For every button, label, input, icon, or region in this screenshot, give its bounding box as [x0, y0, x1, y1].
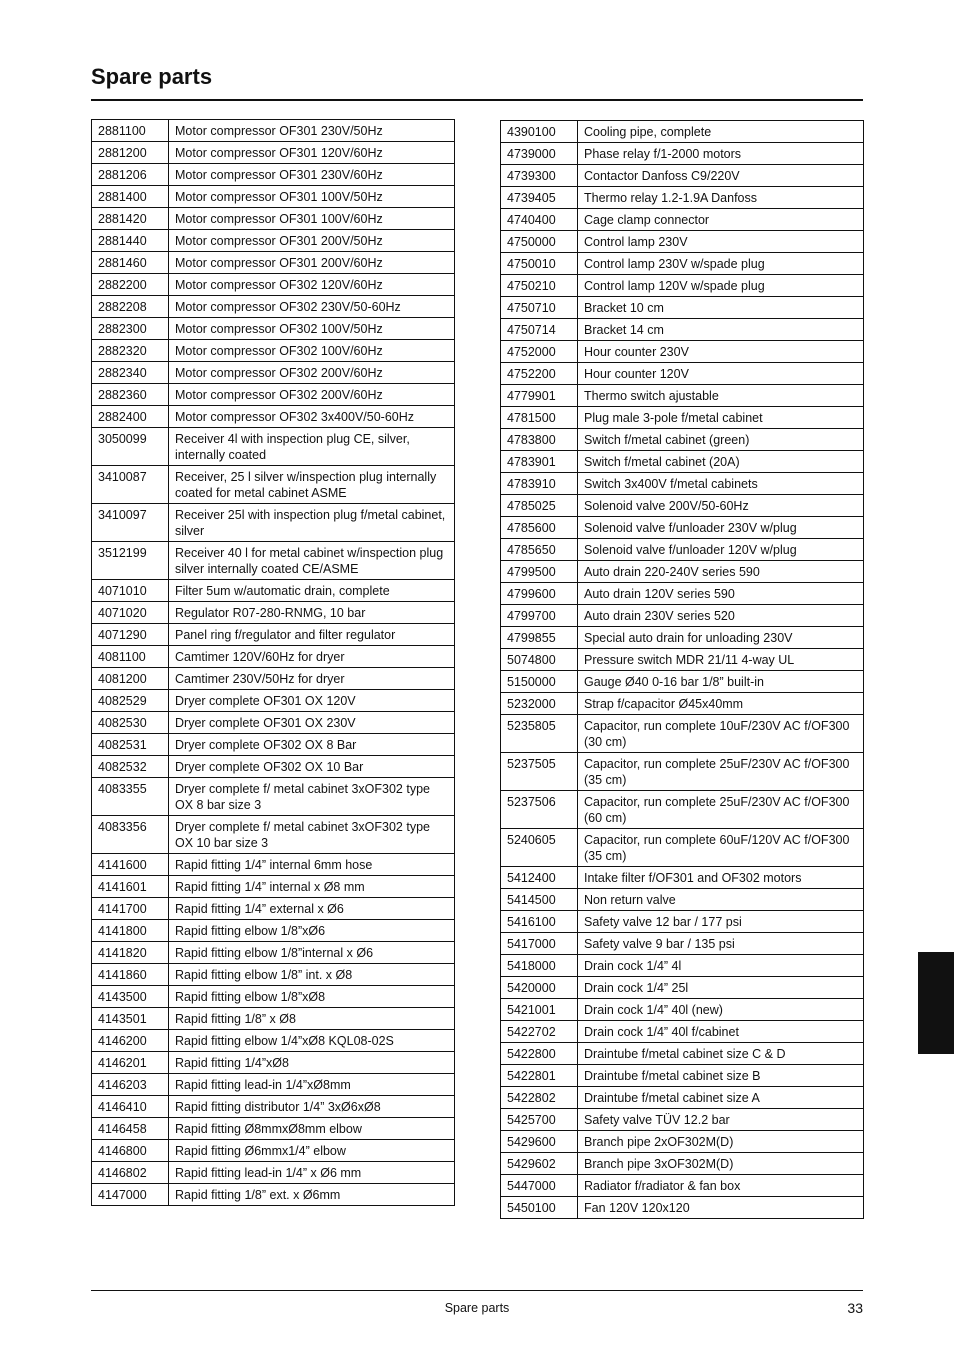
part-description: Branch pipe 3xOF302M(D): [578, 1153, 864, 1175]
part-number: 4781500: [501, 407, 578, 429]
part-description: Auto drain 230V series 520: [578, 605, 864, 627]
part-number: 4082529: [92, 690, 169, 712]
part-number: 4799700: [501, 605, 578, 627]
table-row: [501, 253, 864, 275]
part-description: Drain cock 1/4” 4l: [578, 955, 864, 977]
part-number: 4141700: [92, 898, 169, 920]
part-description: Motor compressor OF301 230V/50Hz: [169, 120, 455, 142]
table-row: [92, 580, 455, 602]
part-number: 2882300: [92, 318, 169, 340]
table-row: [92, 898, 455, 920]
part-number: 5429602: [501, 1153, 578, 1175]
table-row: [501, 429, 864, 451]
table-row: [92, 1052, 455, 1074]
part-number: 4141820: [92, 942, 169, 964]
part-number: 5421001: [501, 999, 578, 1021]
part-description: Motor compressor OF302 200V/60Hz: [169, 362, 455, 384]
table-row: [92, 854, 455, 876]
part-number: 4739000: [501, 143, 578, 165]
part-description: Pressure switch MDR 21/11 4-way UL: [578, 649, 864, 671]
part-description: Rapid fitting Ø6mmx1/4” elbow: [169, 1140, 455, 1162]
table-row: [501, 539, 864, 561]
part-number: 4390100: [501, 121, 578, 143]
part-description: Rapid fitting lead-in 1/4”xØ8mm: [169, 1074, 455, 1096]
footer-divider: [91, 1290, 863, 1291]
part-description: Drain cock 1/4” 40l f/cabinet: [578, 1021, 864, 1043]
part-description: Switch f/metal cabinet (20A): [578, 451, 864, 473]
part-number: 4783910: [501, 473, 578, 495]
table-row: [92, 296, 455, 318]
part-number: 3410087: [92, 466, 169, 504]
table-row: [501, 583, 864, 605]
part-number: 4143500: [92, 986, 169, 1008]
section-tab-marker: [918, 952, 954, 1054]
parts-table-left-body: [92, 120, 455, 1206]
part-description: Motor compressor OF301 100V/50Hz: [169, 186, 455, 208]
part-description: Safety valve 12 bar / 177 psi: [578, 911, 864, 933]
part-description: Drain cock 1/4” 25l: [578, 977, 864, 999]
part-number: 4141800: [92, 920, 169, 942]
part-number: 4785600: [501, 517, 578, 539]
part-description: Draintube f/metal cabinet size A: [578, 1087, 864, 1109]
table-row: [501, 1197, 864, 1219]
table-row: [501, 1065, 864, 1087]
part-description: Rapid fitting lead-in 1/4” x Ø6 mm: [169, 1162, 455, 1184]
part-description: Motor compressor OF301 120V/60Hz: [169, 142, 455, 164]
table-row: [501, 495, 864, 517]
part-number: 4071290: [92, 624, 169, 646]
part-description: Motor compressor OF302 100V/50Hz: [169, 318, 455, 340]
part-description: Motor compressor OF301 200V/60Hz: [169, 252, 455, 274]
part-number: 2881440: [92, 230, 169, 252]
part-description: Motor compressor OF302 100V/60Hz: [169, 340, 455, 362]
part-description: Capacitor, run complete 10uF/230V AC f/OF300 (30 cm): [578, 715, 864, 753]
part-description: Motor compressor OF301 100V/60Hz: [169, 208, 455, 230]
part-number: 4083356: [92, 816, 169, 854]
table-row: [501, 451, 864, 473]
part-description: Cage clamp connector: [578, 209, 864, 231]
part-number: 4783901: [501, 451, 578, 473]
table-row: [92, 362, 455, 384]
part-description: Dryer complete f/ metal cabinet 3xOF302 type OX 10 bar size 3: [169, 816, 455, 854]
part-description: Rapid fitting 1/8” x Ø8: [169, 1008, 455, 1030]
part-number: 5422801: [501, 1065, 578, 1087]
part-number: 5422802: [501, 1087, 578, 1109]
table-row: [501, 231, 864, 253]
table-row: [501, 889, 864, 911]
table-row: [501, 341, 864, 363]
part-description: Control lamp 230V: [578, 231, 864, 253]
part-description: Rapid fitting 1/4” internal 6mm hose: [169, 854, 455, 876]
table-row: [92, 778, 455, 816]
part-number: 5074800: [501, 649, 578, 671]
part-number: 4785650: [501, 539, 578, 561]
part-number: 4146201: [92, 1052, 169, 1074]
part-number: 5235805: [501, 715, 578, 753]
part-number: 4071010: [92, 580, 169, 602]
part-number: 2881200: [92, 142, 169, 164]
part-description: Auto drain 220-240V series 590: [578, 561, 864, 583]
parts-table-left: [91, 119, 455, 1206]
table-row: [501, 829, 864, 867]
part-description: Receiver 40 l for metal cabinet w/inspection plug silver internally coated CE/ASME: [169, 542, 455, 580]
table-row: [501, 791, 864, 829]
part-description: Rapid fitting 1/8” ext. x Ø6mm: [169, 1184, 455, 1206]
part-number: 5412400: [501, 867, 578, 889]
table-row: [92, 712, 455, 734]
table-row: [92, 542, 455, 580]
table-row: [501, 561, 864, 583]
table-row: [92, 1008, 455, 1030]
part-number: 4752200: [501, 363, 578, 385]
part-number: 5425700: [501, 1109, 578, 1131]
part-description: Rapid fitting 1/4”xØ8: [169, 1052, 455, 1074]
table-row: [92, 986, 455, 1008]
title-divider: [91, 99, 863, 101]
part-number: 4146203: [92, 1074, 169, 1096]
table-row: [501, 209, 864, 231]
part-description: Hour counter 120V: [578, 363, 864, 385]
table-row: [501, 143, 864, 165]
table-row: [501, 363, 864, 385]
part-number: 5237505: [501, 753, 578, 791]
table-row: [92, 942, 455, 964]
table-row: [501, 1021, 864, 1043]
part-number: 4141860: [92, 964, 169, 986]
part-number: 4750210: [501, 275, 578, 297]
part-number: 4146800: [92, 1140, 169, 1162]
part-number: 4071020: [92, 602, 169, 624]
part-description: Rapid fitting 1/4” external x Ø6: [169, 898, 455, 920]
table-row: [92, 428, 455, 466]
table-row: [92, 602, 455, 624]
part-number: 5422702: [501, 1021, 578, 1043]
part-description: Bracket 10 cm: [578, 297, 864, 319]
part-number: 5429600: [501, 1131, 578, 1153]
part-description: Solenoid valve f/unloader 120V w/plug: [578, 539, 864, 561]
table-row: [92, 876, 455, 898]
table-row: [92, 734, 455, 756]
table-row: [92, 340, 455, 362]
part-description: Dryer complete OF302 OX 8 Bar: [169, 734, 455, 756]
table-row: [92, 1140, 455, 1162]
part-description: Motor compressor OF302 120V/60Hz: [169, 274, 455, 296]
part-number: 4147000: [92, 1184, 169, 1206]
table-row: [501, 407, 864, 429]
part-number: 4146458: [92, 1118, 169, 1140]
part-number: 5414500: [501, 889, 578, 911]
part-number: 2882200: [92, 274, 169, 296]
part-description: Safety valve 9 bar / 135 psi: [578, 933, 864, 955]
table-row: [92, 646, 455, 668]
part-description: Safety valve TÜV 12.2 bar: [578, 1109, 864, 1131]
part-description: Dryer complete f/ metal cabinet 3xOF302 type OX 8 bar size 3: [169, 778, 455, 816]
table-row: [92, 690, 455, 712]
part-description: Cooling pipe, complete: [578, 121, 864, 143]
part-number: 5450100: [501, 1197, 578, 1219]
table-row: [501, 121, 864, 143]
part-number: 2881100: [92, 120, 169, 142]
page-title: Spare parts: [91, 64, 213, 89]
table-row: [501, 1175, 864, 1197]
table-row: [501, 297, 864, 319]
part-description: Phase relay f/1-2000 motors: [578, 143, 864, 165]
table-row: [92, 406, 455, 428]
table-row: [501, 385, 864, 407]
table-row: [92, 208, 455, 230]
part-description: Plug male 3-pole f/metal cabinet: [578, 407, 864, 429]
table-row: [501, 671, 864, 693]
table-row: [501, 867, 864, 889]
table-row: [501, 605, 864, 627]
part-number: 5422800: [501, 1043, 578, 1065]
part-description: Hour counter 230V: [578, 341, 864, 363]
part-number: 3512199: [92, 542, 169, 580]
footer-label: Spare parts: [444, 1301, 510, 1315]
part-description: Rapid fitting 1/4” internal x Ø8 mm: [169, 876, 455, 898]
part-description: Regulator R07-280-RNMG, 10 bar: [169, 602, 455, 624]
part-description: Motor compressor OF301 200V/50Hz: [169, 230, 455, 252]
part-description: Rapid fitting Ø8mmxØ8mm elbow: [169, 1118, 455, 1140]
part-description: Capacitor, run complete 25uF/230V AC f/OF300 (35 cm): [578, 753, 864, 791]
part-description: Motor compressor OF302 200V/60Hz: [169, 384, 455, 406]
table-row: [92, 668, 455, 690]
table-row: [92, 1074, 455, 1096]
part-number: 5240605: [501, 829, 578, 867]
part-number: 2881420: [92, 208, 169, 230]
table-row: [92, 756, 455, 778]
part-number: 2882320: [92, 340, 169, 362]
table-row: [92, 624, 455, 646]
table-row: [92, 1184, 455, 1206]
table-row: [92, 1030, 455, 1052]
part-number: 5416100: [501, 911, 578, 933]
part-description: Camtimer 120V/60Hz for dryer: [169, 646, 455, 668]
part-number: 4750714: [501, 319, 578, 341]
table-row: [92, 920, 455, 942]
part-number: 4082530: [92, 712, 169, 734]
part-number: 5150000: [501, 671, 578, 693]
part-description: Rapid fitting distributor 1/4” 3xØ6xØ8: [169, 1096, 455, 1118]
part-number: 4146802: [92, 1162, 169, 1184]
part-number: 3410097: [92, 504, 169, 542]
table-row: [501, 473, 864, 495]
part-description: Draintube f/metal cabinet size C & D: [578, 1043, 864, 1065]
part-description: Auto drain 120V series 590: [578, 583, 864, 605]
part-number: 4740400: [501, 209, 578, 231]
part-description: Thermo relay 1.2-1.9A Danfoss: [578, 187, 864, 209]
part-number: 2881460: [92, 252, 169, 274]
part-description: Gauge Ø40 0-16 bar 1/8” built-in: [578, 671, 864, 693]
part-number: 5237506: [501, 791, 578, 829]
table-row: [92, 164, 455, 186]
part-description: Non return valve: [578, 889, 864, 911]
part-number: 2882340: [92, 362, 169, 384]
table-row: [501, 977, 864, 999]
part-number: 2882400: [92, 406, 169, 428]
part-description: Receiver 4l with inspection plug CE, silver, internally coated: [169, 428, 455, 466]
part-description: Rapid fitting elbow 1/8” int. x Ø8: [169, 964, 455, 986]
table-row: [501, 1153, 864, 1175]
part-number: 4750710: [501, 297, 578, 319]
part-number: 4082531: [92, 734, 169, 756]
part-description: Capacitor, run complete 60uF/120V AC f/OF300 (35 cm): [578, 829, 864, 867]
table-row: [92, 318, 455, 340]
table-row: [92, 120, 455, 142]
part-number: 4799500: [501, 561, 578, 583]
part-description: Intake filter f/OF301 and OF302 motors: [578, 867, 864, 889]
part-description: Switch 3x400V f/metal cabinets: [578, 473, 864, 495]
table-row: [501, 649, 864, 671]
part-description: Receiver 25l with inspection plug f/metal cabinet, silver: [169, 504, 455, 542]
part-description: Thermo switch ajustable: [578, 385, 864, 407]
table-row: [92, 274, 455, 296]
part-number: 4141600: [92, 854, 169, 876]
part-description: Contactor Danfoss C9/220V: [578, 165, 864, 187]
part-number: 5447000: [501, 1175, 578, 1197]
table-row: [501, 1043, 864, 1065]
table-row: [92, 466, 455, 504]
table-row: [501, 715, 864, 753]
part-number: 4799600: [501, 583, 578, 605]
part-description: Bracket 14 cm: [578, 319, 864, 341]
part-description: Rapid fitting elbow 1/8”xØ6: [169, 920, 455, 942]
table-row: [501, 693, 864, 715]
part-number: 3050099: [92, 428, 169, 466]
part-description: Receiver, 25 l silver w/inspection plug internally coated for metal cabinet ASME: [169, 466, 455, 504]
part-number: 4143501: [92, 1008, 169, 1030]
table-row: [501, 275, 864, 297]
part-number: 4739300: [501, 165, 578, 187]
part-description: Switch f/metal cabinet (green): [578, 429, 864, 451]
part-description: Motor compressor OF302 3x400V/50-60Hz: [169, 406, 455, 428]
table-row: [501, 187, 864, 209]
table-row: [501, 753, 864, 791]
page-number: 33: [847, 1300, 863, 1316]
part-number: 4141601: [92, 876, 169, 898]
table-row: [92, 1118, 455, 1140]
part-description: Strap f/capacitor Ø45x40mm: [578, 693, 864, 715]
part-description: Rapid fitting elbow 1/8”xØ8: [169, 986, 455, 1008]
table-row: [501, 955, 864, 977]
table-row: [92, 1096, 455, 1118]
part-number: 2881400: [92, 186, 169, 208]
part-description: Dryer complete OF302 OX 10 Bar: [169, 756, 455, 778]
part-number: 5417000: [501, 933, 578, 955]
part-number: 4750000: [501, 231, 578, 253]
table-row: [92, 252, 455, 274]
table-row: [92, 1162, 455, 1184]
part-description: Motor compressor OF301 230V/60Hz: [169, 164, 455, 186]
part-description: Filter 5um w/automatic drain, complete: [169, 580, 455, 602]
part-description: Camtimer 230V/50Hz for dryer: [169, 668, 455, 690]
part-number: 4779901: [501, 385, 578, 407]
part-description: Solenoid valve f/unloader 230V w/plug: [578, 517, 864, 539]
table-row: [501, 1087, 864, 1109]
table-row: [501, 911, 864, 933]
table-row: [501, 627, 864, 649]
parts-table-right: [500, 120, 864, 1219]
part-description: Capacitor, run complete 25uF/230V AC f/OF300 (60 cm): [578, 791, 864, 829]
table-row: [92, 230, 455, 252]
table-row: [501, 517, 864, 539]
table-row: [92, 186, 455, 208]
part-number: 4081200: [92, 668, 169, 690]
part-description: Solenoid valve 200V/50-60Hz: [578, 495, 864, 517]
part-number: 2881206: [92, 164, 169, 186]
part-number: 4783800: [501, 429, 578, 451]
part-number: 4739405: [501, 187, 578, 209]
part-number: 4081100: [92, 646, 169, 668]
part-number: 5232000: [501, 693, 578, 715]
table-row: [92, 142, 455, 164]
parts-table-right-body: [501, 121, 864, 1219]
table-row: [501, 933, 864, 955]
part-number: 4752000: [501, 341, 578, 363]
part-number: 2882360: [92, 384, 169, 406]
part-number: 5418000: [501, 955, 578, 977]
table-row: [501, 319, 864, 341]
table-row: [501, 1131, 864, 1153]
part-number: 4750010: [501, 253, 578, 275]
table-row: [501, 165, 864, 187]
part-number: 4083355: [92, 778, 169, 816]
part-description: Dryer complete OF301 OX 230V: [169, 712, 455, 734]
table-row: [501, 1109, 864, 1131]
table-row: [92, 816, 455, 854]
part-description: Control lamp 230V w/spade plug: [578, 253, 864, 275]
part-description: Rapid fitting elbow 1/4”xØ8 KQL08-02S: [169, 1030, 455, 1052]
part-description: Branch pipe 2xOF302M(D): [578, 1131, 864, 1153]
part-number: 4082532: [92, 756, 169, 778]
part-number: 4785025: [501, 495, 578, 517]
table-row: [501, 999, 864, 1021]
part-description: Panel ring f/regulator and filter regulator: [169, 624, 455, 646]
part-description: Control lamp 120V w/spade plug: [578, 275, 864, 297]
part-number: 4146200: [92, 1030, 169, 1052]
table-row: [92, 384, 455, 406]
part-description: Fan 120V 120x120: [578, 1197, 864, 1219]
part-number: 4146410: [92, 1096, 169, 1118]
part-description: Draintube f/metal cabinet size B: [578, 1065, 864, 1087]
part-description: Rapid fitting elbow 1/8”internal x Ø6: [169, 942, 455, 964]
part-description: Drain cock 1/4” 40l (new): [578, 999, 864, 1021]
part-description: Special auto drain for unloading 230V: [578, 627, 864, 649]
table-row: [92, 504, 455, 542]
part-description: Radiator f/radiator & fan box: [578, 1175, 864, 1197]
part-number: 4799855: [501, 627, 578, 649]
part-number: 2882208: [92, 296, 169, 318]
table-row: [92, 964, 455, 986]
part-description: Dryer complete OF301 OX 120V: [169, 690, 455, 712]
part-description: Motor compressor OF302 230V/50-60Hz: [169, 296, 455, 318]
part-number: 5420000: [501, 977, 578, 999]
